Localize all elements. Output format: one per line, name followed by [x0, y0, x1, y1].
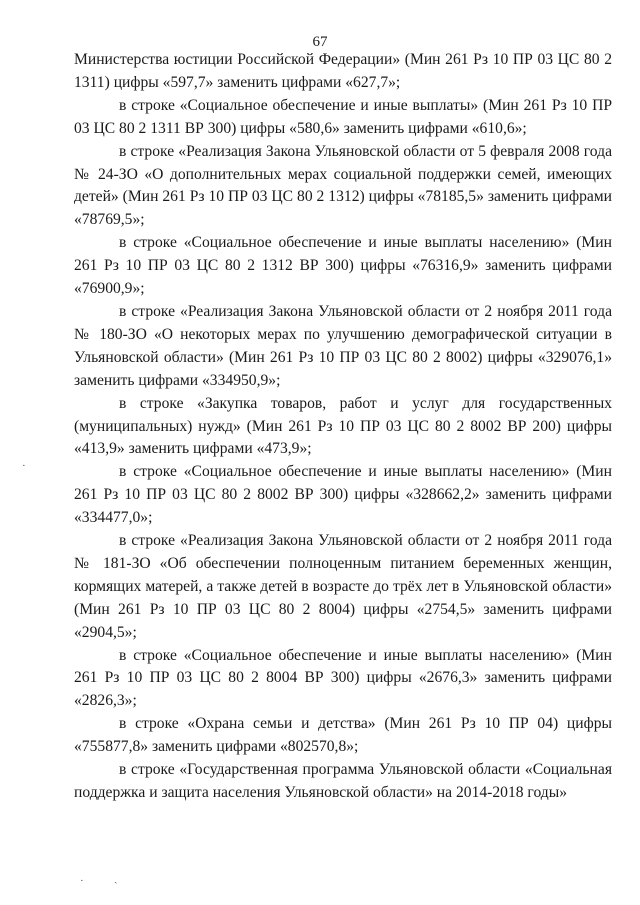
paragraph-amendment: в строке «Закупка товаров, работ и услуг для государственных (муниципальных) нужд» (Мин 261 Рз 10 ПР 03 ЦС 80 2 8002 ВР 200) цифры «413,9» заменить цифрами «473,9»;: [74, 394, 612, 458]
paragraph-amendment: в строке «Реализация Закона Ульяновской области от 5 февраля 2008 года № 24-ЗО «О дополнительных мерах социальной поддержки семей, имеющих детей» (Мин 261 Рз 10 ПР 03 ЦС 80 2 1312) цифры «78185,5» заменить цифрами «78769,5»;: [74, 142, 612, 229]
scan-speck: ·: [22, 460, 26, 472]
scan-speck: ·: [80, 875, 84, 887]
paragraph-amendment: в строке «Реализация Закона Ульяновской области от 2 ноября 2011 года № 180-ЗО «О некоторых мерах по улучшению демографической ситуации в Ульяновской области» (Мин 261 Рз 10 ПР 03 ЦС 80 2 8002) цифры «329076,1» заменить цифрами «334950,9»;: [74, 302, 612, 389]
paragraph-amendment: в строке «Охрана семьи и детства» (Мин 261 Рз 10 ПР 04) цифры «755877,8» заменить цифрами «802570,8»;: [74, 715, 612, 756]
page-number: 67: [312, 34, 328, 50]
paragraph-amendment: в строке «Социальное обеспечение и иные выплаты» (Мин 261 Рз 10 ПР 03 ЦС 80 2 1311 ВР 300) цифры «580,6» заменить цифрами «610,6»;: [74, 96, 612, 137]
paragraph-continuation: Министерства юстиции Российской Федерации» (Мин 261 Рз 10 ПР 03 ЦС 80 2 1311) цифры «597,7» заменить цифрами «627,7»;: [74, 51, 612, 91]
paragraph-amendment: в строке «Реализация Закона Ульяновской области от 2 ноября 2011 года № 181-ЗО «Об обеспечении полноценным питанием беременных женщин, кормящих матерей, а также детей в возрасте до трёх лет в Ульяновской области» (Мин 261 Рз 10 ПР 03 ЦС 80 2 8004) цифры «2754,5» заменить цифрами «2904,5»;: [74, 532, 612, 641]
paragraph-amendment: в строке «Социальное обеспечение и иные выплаты населению» (Мин 261 Рз 10 ПР 03 ЦС 80 2 8004 ВР 300) цифры «2676,3» заменить цифрами «2826,3»;: [74, 646, 612, 710]
paragraph-amendment: в строке «Государственная программа Ульяновской области «Социальная поддержка и защита населения Ульяновской области» на 2014-2018 годы»: [74, 761, 612, 801]
paragraph-amendment: в строке «Социальное обеспечение и иные выплаты населению» (Мин 261 Рз 10 ПР 03 ЦС 80 2 1312 ВР 300) цифры «76316,9» заменить цифрами «76900,9»;: [74, 234, 612, 298]
paragraph-amendment: в строке «Социальное обеспечение и иные выплаты населению» (Мин 261 Рз 10 ПР 03 ЦС 80 2 8002 ВР 300) цифры «328662,2» заменить цифрами «334477,0»;: [74, 463, 612, 527]
document-body: [74, 49, 612, 805]
scan-speck: ˎ: [114, 872, 118, 884]
